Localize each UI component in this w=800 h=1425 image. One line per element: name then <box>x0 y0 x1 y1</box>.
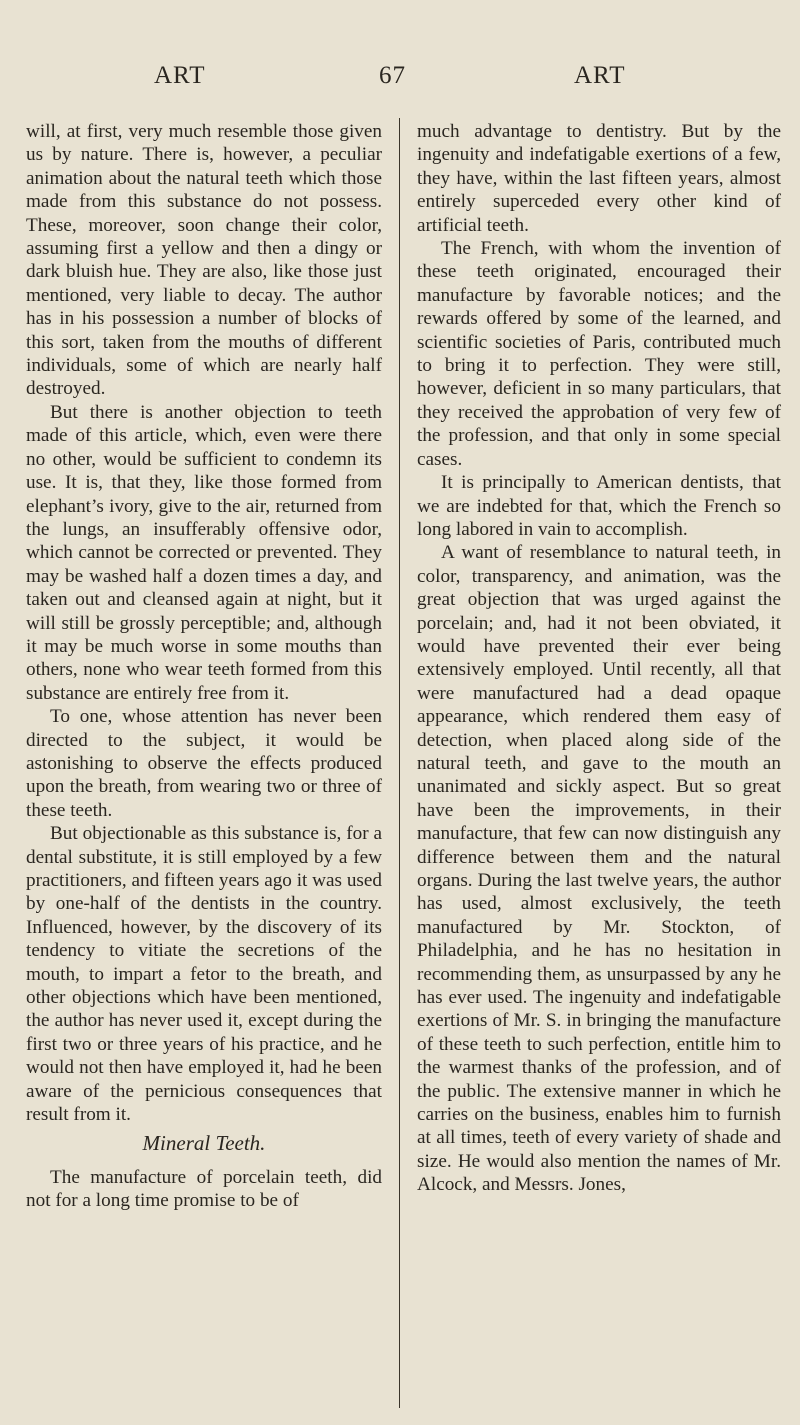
header-left-title: ART <box>154 62 206 89</box>
left-paragraph-1: will, at first, very much resemble those given us by nature. There is, however, a peculiar animation about the natural teeth which those made from this substance do not possess. These, moreover, soon change their color, assuming first a yellow and then a dingy or dark bluish hue. They are also, like those just mentioned, very liable to decay. The author has in his possession a number of blocks of this sort, taken from the mouths of different individuals, some of which are nearly half destroyed. <box>26 121 382 400</box>
running-header <box>0 62 800 92</box>
right-paragraph-3: It is principally to American dentists, that we are indebted for that, which the French so long labored in vain to accomplish. <box>417 472 781 540</box>
section-heading: Mineral Teeth. <box>142 1131 266 1156</box>
left-paragraph-4: But objectionable as this substance is, for a dental substitute, it is still employed by a few practitioners, and fifteen years ago it was used by one-half of the dentists in the country. Influenced, however, by the discovery of its tendency to vitiate the secretions of the mouth, to impart a fetor to the breath, and other objections which have been mentioned, the author has never used it, except during the first two or three years of his practice, and he would not then have employed it, had he been aware of the pernicious consequences that result from it. <box>26 823 382 1126</box>
right-paragraph-4: A want of resemblance to natural teeth, in color, transparency, and animation, was the great objection that was urged against the porcelain; and, had it not been obviated, it would have prevented their ever being extensively employed. Until recently, all that were manufactured had a dead opaque appearance, which rendered them easy of detection, when placed along side of the natural teeth, and gave to the mouth an unanimated and sickly aspect. But so great have been the improvements, in their manufacture, that few can now distinguish any difference between them and the natural organs. During the last twelve years, the author has used, almost exclusively, the teeth manufactured by Mr. Stockton, of Philadelphia, and he has no hesitation in recommending them, as unsurpassed by any he has ever used. The ingenuity and indefatigable exertions of Mr. S. in bringing the manufacture of these teeth to such perfection, entitle him to the warmest thanks of the profession, and of the public. The extensive manner in which he carries on the business, enables him to furnish at all times, teeth of every variety of shade and size. He would also mention the names of Mr. Alcock, and Messrs. Jones, <box>417 542 781 1196</box>
right-column <box>417 120 781 1197</box>
right-paragraph-1: much advantage to dentistry. But by the ingenuity and indefatigable exertions of a few, they have, within the last fifteen years, almost entirely superceded every other kind of artificial teeth. <box>417 121 781 236</box>
left-column <box>26 120 382 1213</box>
header-right-title: ART <box>574 62 626 89</box>
right-paragraph-2: The French, with whom the invention of these teeth originated, encouraged their manufacture by favorable notices; and the rewards offered by some of the learned, and scientific societies of Paris, contributed much to bring it to perfection. They were still, however, deficient in so many particulars, that they received the approbation of very few of the profession, and that only in some special cases. <box>417 238 781 470</box>
column-divider <box>399 118 400 1408</box>
left-paragraph-2: But there is another objection to teeth made of this article, which, even were there no other, would be sufficient to condemn its use. It is, that they, like those formed from elephant’s ivory, give to the air, returned from the lungs, an insufferably offensive odor, which cannot be corrected or prevented. They may be washed half a dozen times a day, and taken out and cleansed again at night, but it will still be grossly perceptible; and, although it may be much worse in some mouths than others, none who wear teeth formed from this substance are entirely free from it. <box>26 401 382 704</box>
left-paragraph-3: To one, whose attention has never been directed to the subject, it would be astonishing to observe the effects produced upon the breath, from wearing two or three of these teeth. <box>26 706 382 821</box>
left-paragraph-5: The manufacture of porcelain teeth, did not for a long time promise to be of <box>26 1166 382 1212</box>
page-number: 67 <box>379 62 406 89</box>
